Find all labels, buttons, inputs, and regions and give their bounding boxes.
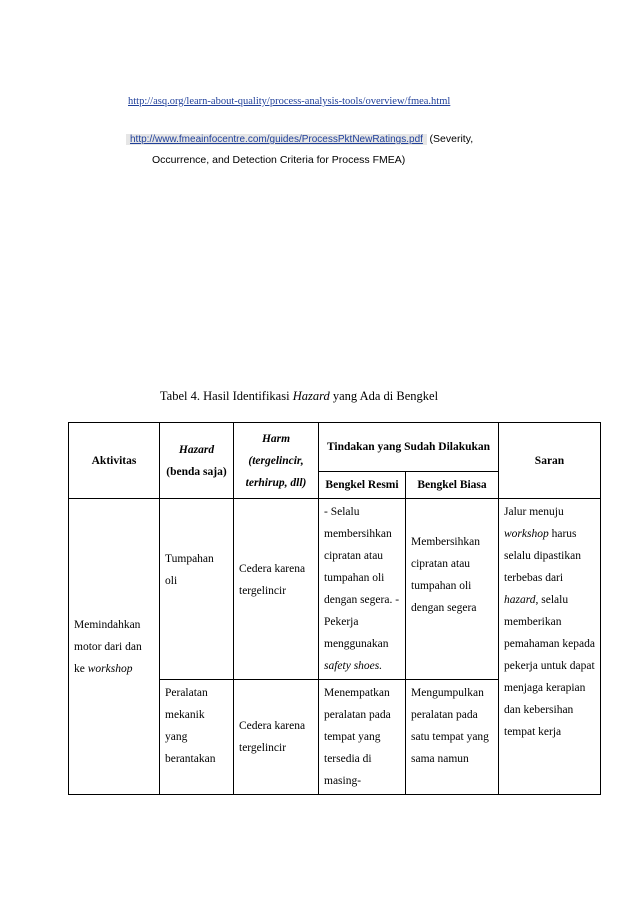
cell-resmi-1: - Selalu membersihkan cipratan atau tumpahan oli dengan segera. - Pekerja menggunakan safety shoes.: [319, 499, 406, 680]
header-saran: Saran: [499, 423, 601, 499]
header-tindakan: Tindakan yang Sudah Dilakukan: [319, 423, 499, 472]
reference-2-link[interactable]: http://www.fmeainfocentre.com/guides/ProcessPktNewRatings.pdf: [130, 134, 423, 145]
hazard-table: [68, 422, 601, 795]
cell-saran: Jalur menuju workshop harus selalu dipastikan terbebas dari hazard, selalu memberikan pemahaman kepada pekerja untuk dapat menjaga kerapian dan kebersihan tempat kerja: [499, 499, 601, 795]
cell-hazard-2: Peralatan mekanik yang berantakan: [160, 680, 234, 795]
cell-hazard-1: Tumpahan oli: [160, 499, 234, 680]
cell-aktivitas: Memindahkan motor dari dan ke workshop: [69, 499, 160, 795]
header-bengkel-resmi: Bengkel Resmi: [319, 472, 406, 499]
cell-biasa-2: Mengumpulkan peralatan pada satu tempat yang sama namun: [406, 680, 499, 795]
table-header-row: [69, 423, 601, 472]
header-harm: Harm (tergelincir, terhirup, dll): [234, 423, 319, 499]
header-bengkel-biasa: Bengkel Biasa: [406, 472, 499, 499]
reference-2-note-line2: Occurrence, and Detection Criteria for Process FMEA): [152, 154, 406, 166]
cell-harm-1: Cedera karena tergelincir: [234, 499, 319, 680]
reference-1-link[interactable]: http://asq.org/learn-about-quality/process-analysis-tools/overview/fmea.html: [128, 96, 451, 107]
table-row: [69, 499, 601, 680]
reference-2-note: [152, 154, 405, 166]
header-hazard: Hazard (benda saja): [160, 423, 234, 499]
cell-harm-2: Cedera karena tergelincir: [234, 680, 319, 795]
cell-biasa-1: Membersihkan cipratan atau tumpahan oli dengan segera: [406, 499, 499, 680]
table-caption: Tabel 4. Hasil Identifikasi Hazard yang Ada di Bengkel: [159, 389, 439, 403]
header-aktivitas: Aktivitas: [69, 423, 160, 499]
reference-2: [126, 133, 473, 145]
cell-resmi-2: Menempatkan peralatan pada tempat yang tersedia di masing-: [319, 680, 406, 795]
reference-1: [128, 96, 450, 107]
reference-2-note-line1: (Severity,: [429, 133, 474, 145]
